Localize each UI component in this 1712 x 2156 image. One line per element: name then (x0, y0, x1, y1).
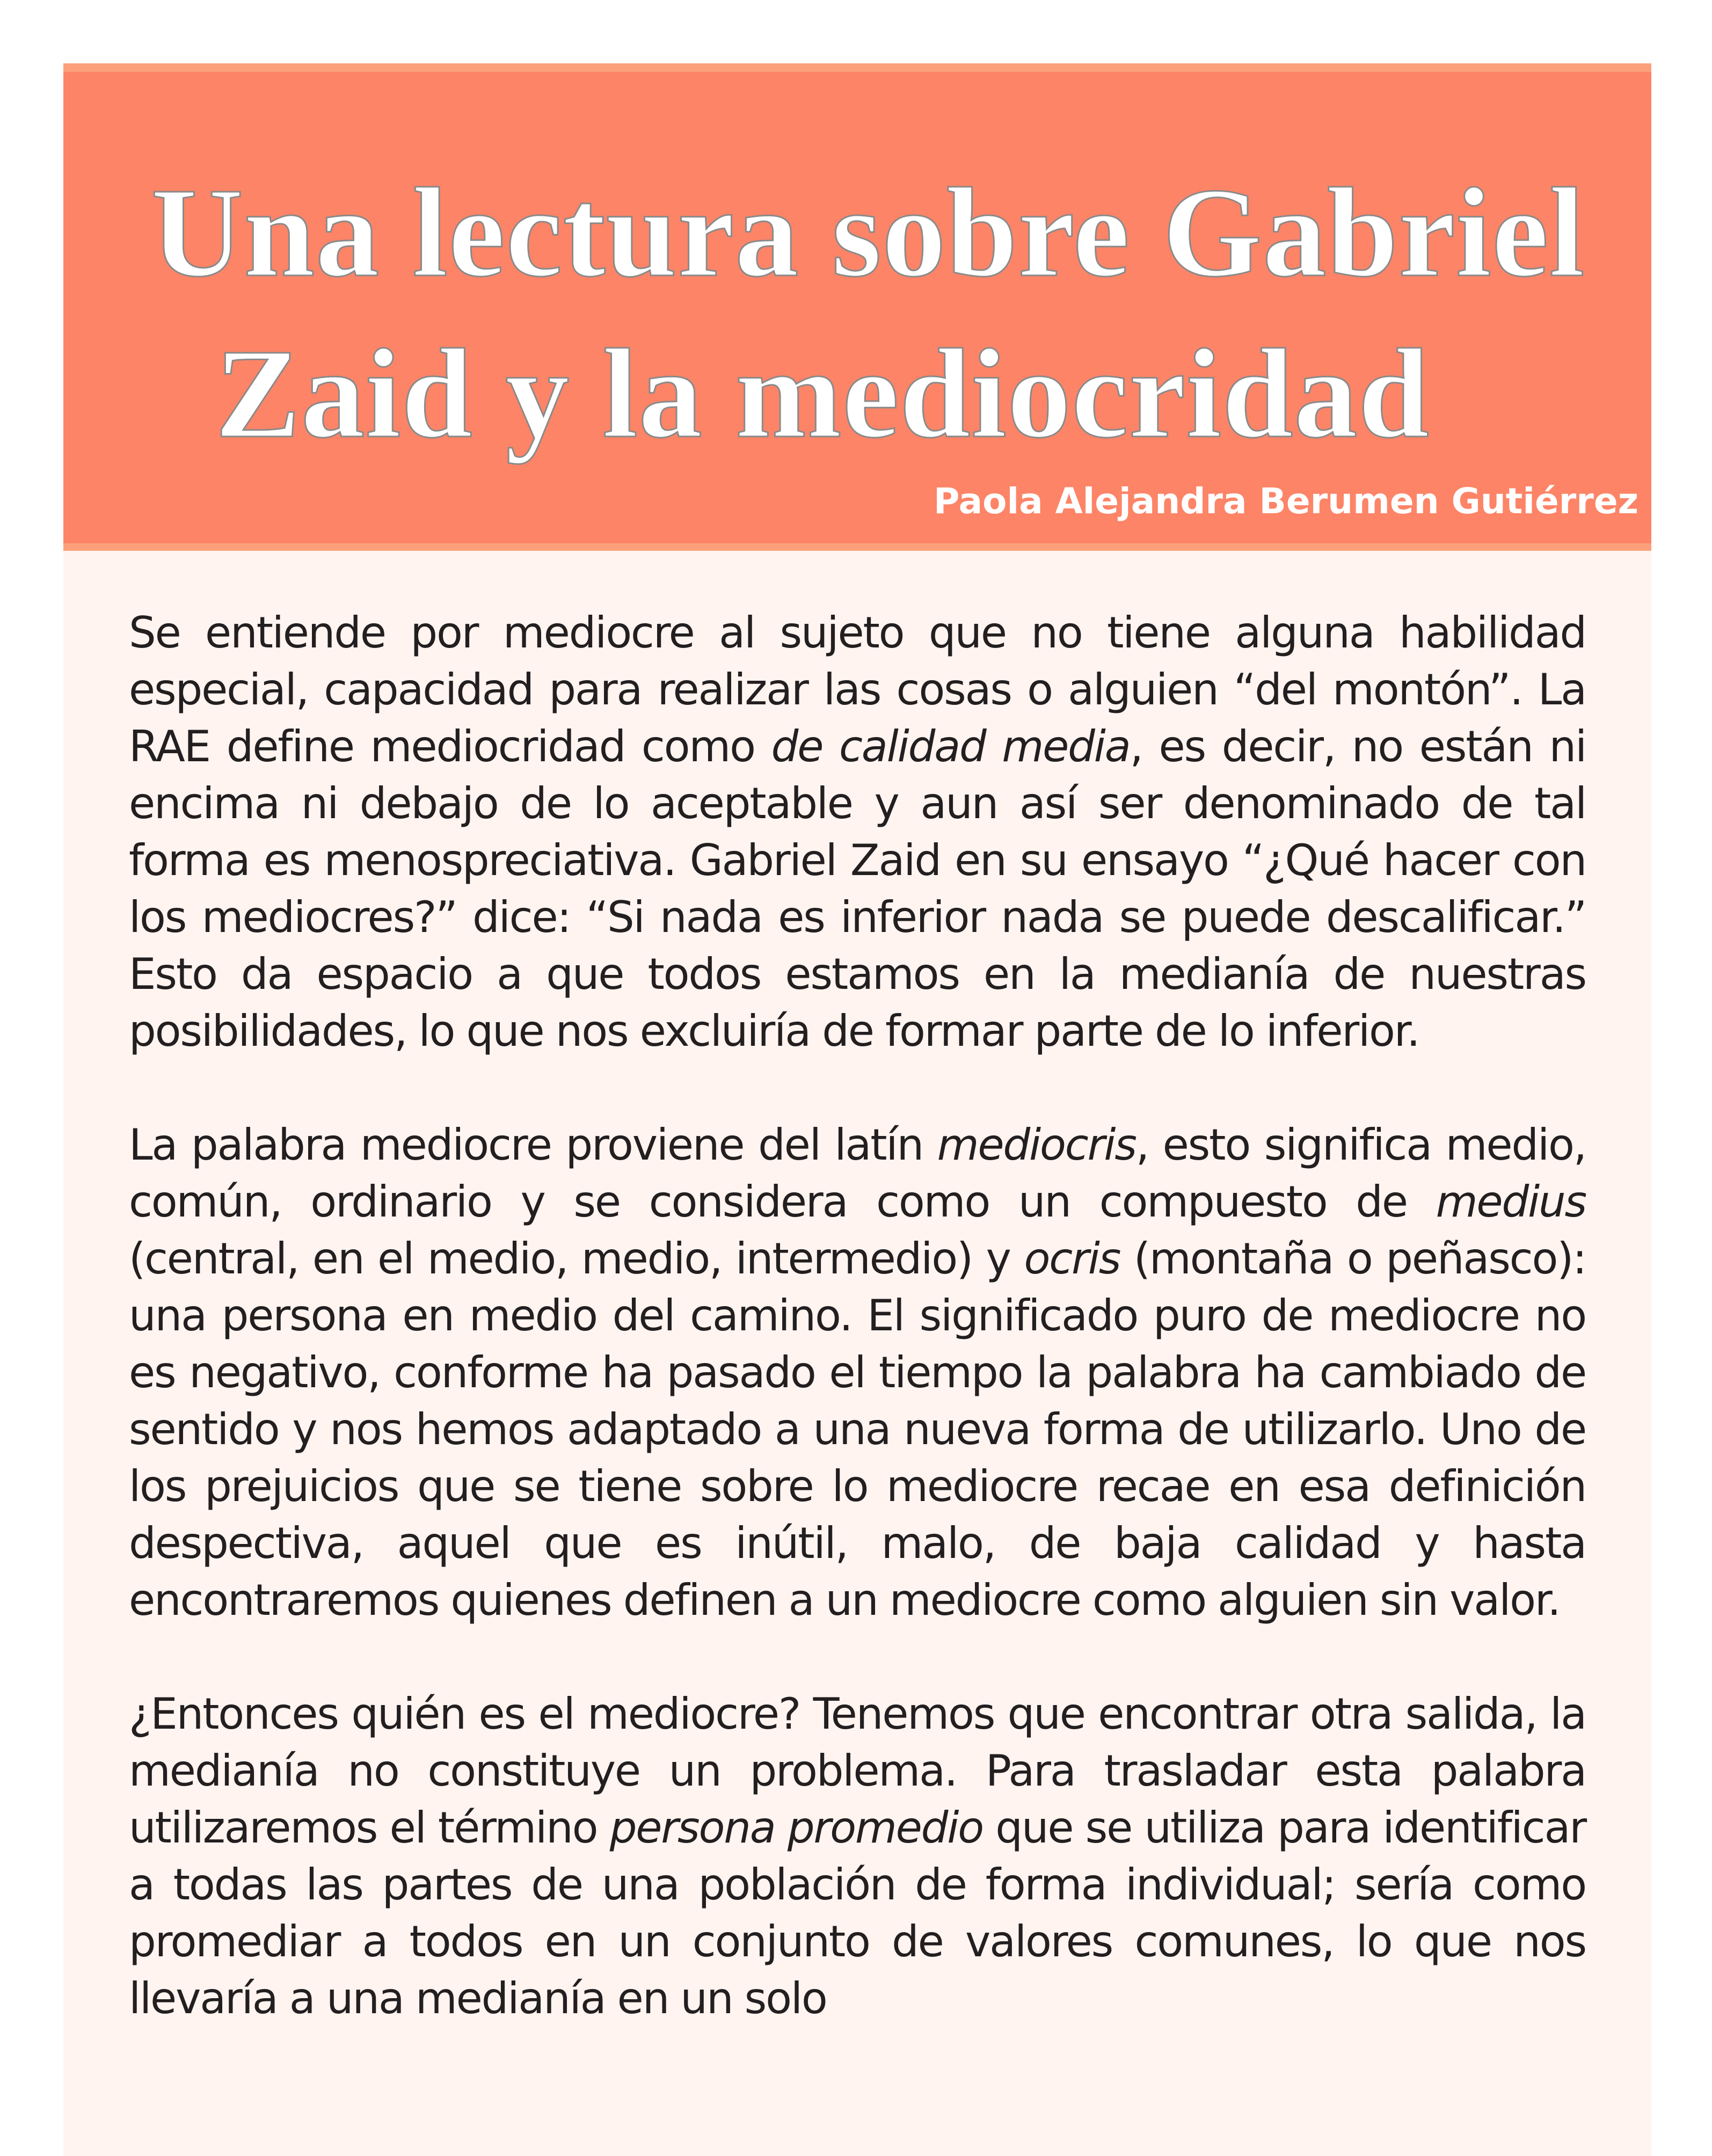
paragraph-3-text-cont: que se utiliza para identificar a todas las partes de una población de forma individual; sería como promediar a todos en un conjunto de valores comunes, lo que nos llevaría a una medianía en un solo (129, 1803, 1586, 2023)
paragraph-2-text-cont-3: (montaña o peñasco): una persona en medio del camino. El significado puro de mediocre no es negativo, conforme ha pasado el tiempo la palabra ha cambiado de sentido y nos hemos adaptado a una nueva forma de utilizarlo. Uno de los prejuicios que se tiene sobre lo mediocre recae en esa definición despectiva, aquel que es inútil, malo, de baja calidad y hasta encontraremos quienes definen a un mediocre como alguien sin valor. (129, 1234, 1586, 1625)
article-title-line-1: Una lectura sobre Gabriel (151, 162, 1585, 303)
paragraph-3 (129, 1686, 1586, 2027)
paragraph-3-italic-term: persona promedio (609, 1803, 983, 1853)
article-body (63, 551, 1651, 2156)
article-text (129, 604, 1586, 2027)
title-banner (63, 63, 1651, 551)
paragraph-1-text-cont: , es decir, no están ni encima ni debajo de lo aceptable y aun así ser denominado de tal forma es menospreciativa. Gabriel Zaid en su ensayo “¿Qué hacer con los mediocres?” dice: “Si nada es inferior nada se puede descalificar.” Esto da espacio a que todos estamos en la medianía de nuestras posibilidades, lo que nos excluiría de formar parte de lo inferior. (129, 722, 1586, 1056)
paragraph-2-text-cont: , esto significa medio, común, ordinario y se considera como un compuesto de (129, 1120, 1586, 1227)
paragraph-2-italic-mediocris: mediocris (937, 1120, 1136, 1170)
paragraph-2-text-cont-2: (central, en el medio, medio, intermedio) y (129, 1234, 1024, 1284)
author-name: Paola Alejandra Berumen Gutiérrez (933, 480, 1638, 522)
paragraph-3-text: ¿Entonces quién es el mediocre? Tenemos que encontrar otra salida, la medianía no constituye un problema. Para trasladar esta palabra utilizaremos el término (129, 1689, 1586, 1853)
paragraph-2-italic-medius: medius (1436, 1177, 1586, 1227)
article-title (63, 152, 1651, 475)
paragraph-1-text: Se entiende por mediocre al sujeto que no tiene alguna habilidad especial, capacidad para realizar las cosas o alguien “del montón”. La RAE define mediocridad como (129, 608, 1586, 771)
paragraph-2 (129, 1117, 1586, 1629)
paragraph-1-italic-term: de calidad media (771, 722, 1130, 771)
article-title-line-2: Zaid y la mediocridad (215, 323, 1430, 464)
paragraph-1 (129, 604, 1586, 1060)
paragraph-2-italic-ocris: ocris (1024, 1234, 1120, 1284)
paragraph-2-text: La palabra mediocre proviene del latín (129, 1120, 937, 1170)
